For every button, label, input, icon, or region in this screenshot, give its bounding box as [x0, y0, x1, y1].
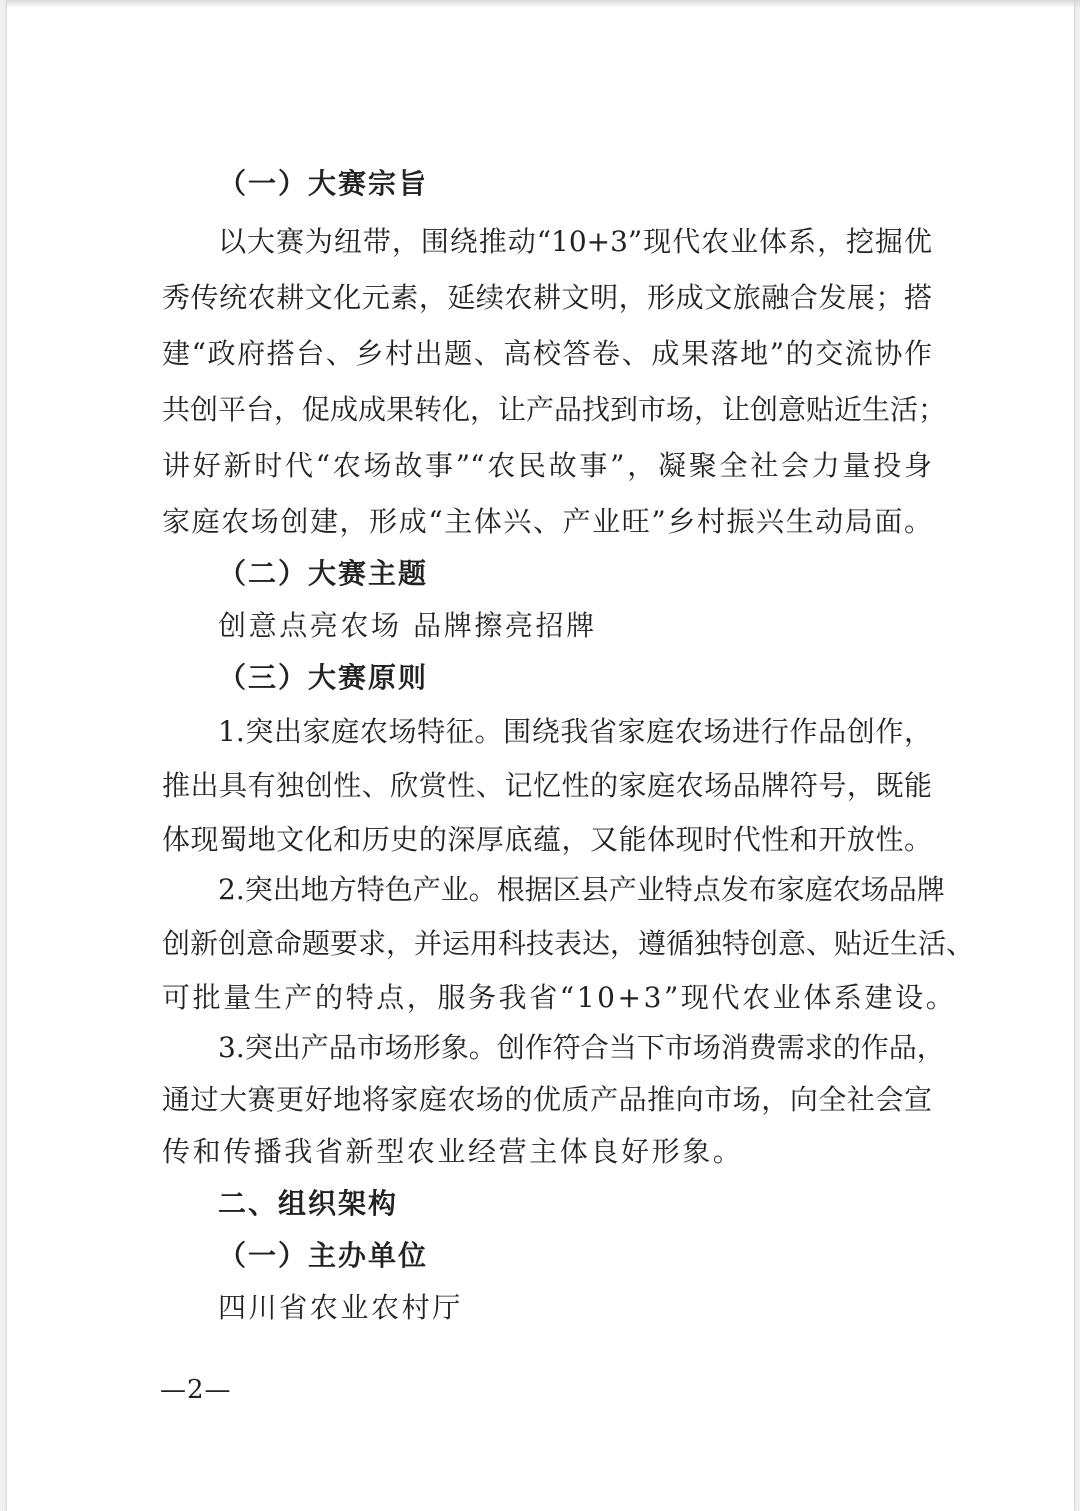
paragraph-line: 2.突出地方特色产业。根据区县产业特点发布家庭农场品牌	[218, 873, 945, 906]
paragraph-line: 以大赛为纽带，围绕推动“10+3”现代农业体系，挖掘优	[218, 225, 932, 258]
paragraph-line: 共创平台，促成成果转化，让产品找到市场，让创意贴近生活；	[162, 393, 947, 426]
theme-text: 创意点亮农场 品牌擦亮招牌	[218, 609, 597, 642]
paragraph-line: 讲好新时代“农场故事”“农民故事”，凝聚全社会力量投身	[162, 449, 932, 482]
paragraph-line: 通过大赛更好地将家庭农场的优质产品推向市场，向全社会宣	[162, 1083, 932, 1116]
page-number: —2—	[160, 1375, 232, 1405]
organizer-text: 四川省农业农村厅	[218, 1291, 463, 1324]
section-heading-principles: （三）大赛原则	[218, 661, 429, 694]
paragraph-line: 创新创意命题要求，并运用科技表达，遵循独特创意、贴近生活、	[162, 927, 975, 960]
section-heading-theme: （二）大赛主题	[218, 557, 429, 590]
section-heading-organizer: （一）主办单位	[218, 1239, 429, 1272]
section-heading-purpose: （一）大赛宗旨	[218, 167, 429, 200]
paragraph-line: 家庭农场创建，形成“主体兴、产业旺”乡村振兴生动局面。	[162, 505, 932, 538]
part-heading-organization: 二、组织架构	[218, 1187, 399, 1220]
paragraph-line: 1.突出家庭农场特征。围绕我省家庭农场进行作品创作，	[218, 715, 932, 748]
paragraph-line: 体现蜀地文化和历史的深厚底蕴，又能体现时代性和开放性。	[162, 823, 932, 856]
page-top-shadow	[7, 0, 1080, 8]
paragraph-line: 3.突出产品市场形象。创作符合当下市场消费需求的作品，	[218, 1031, 945, 1064]
paragraph-line: 传和传播我省新型农业经营主体良好形象。	[162, 1135, 744, 1168]
paragraph-line: 推出具有独创性、欣赏性、记忆性的家庭农场品牌符号，既能	[162, 769, 932, 802]
paragraph-line: 秀传统农耕文化元素，延续农耕文明，形成文旅融合发展；搭	[162, 281, 932, 314]
paragraph-line: 可批量生产的特点，服务我省“10+3”现代农业体系建设。	[162, 981, 957, 1014]
paragraph-line: 建“政府搭台、乡村出题、高校答卷、成果落地”的交流协作	[162, 337, 932, 370]
